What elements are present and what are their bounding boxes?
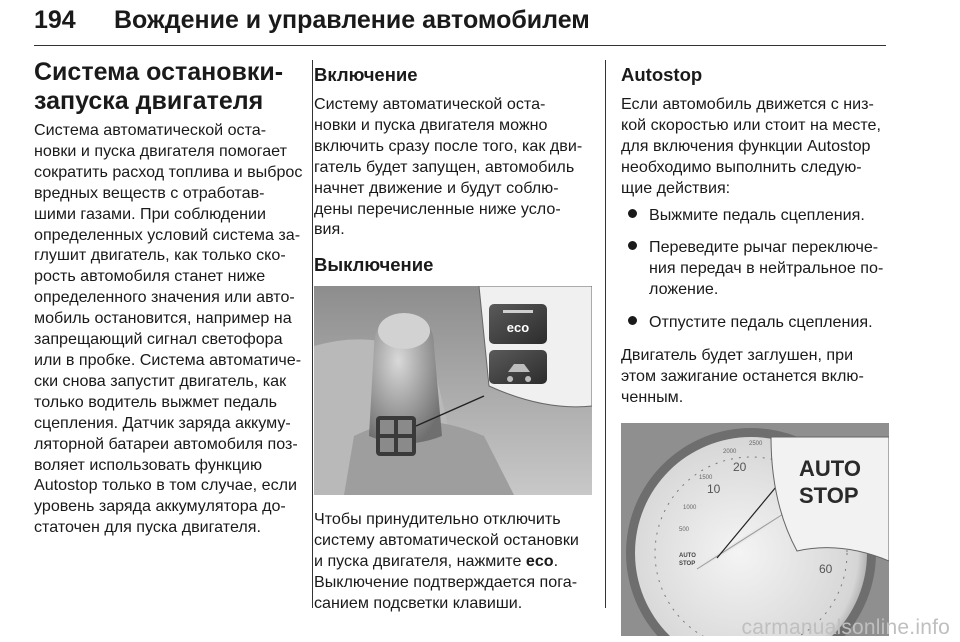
page-number: 194 [34, 6, 76, 34]
switch-small-1 [380, 420, 394, 434]
switch-small-3 [380, 438, 394, 452]
list-item: Отпустите педаль сцепления. [621, 312, 889, 333]
switch-small-2 [398, 420, 412, 434]
chapter-title: Вождение и управление автомобилем [114, 6, 590, 34]
page-header [34, 6, 886, 36]
list-item: Выжмите педаль сцепления. [621, 205, 889, 226]
eco-key-reference: eco [525, 552, 554, 571]
paragraph-autostop-outro: Двигатель будет заглушен, при этом зажигание останется вклю- ченным. [621, 346, 864, 406]
figure-autostop-gauge [621, 423, 889, 636]
subsection-title-enable: Включение [314, 64, 418, 85]
eco-key-label: eco [506, 320, 530, 336]
callout-auto-label: AUTO [799, 455, 861, 481]
figure-eco-button [314, 286, 592, 495]
callout-stop-label: STOP [799, 482, 859, 508]
column-divider-1 [312, 60, 313, 608]
column-autostop [621, 64, 889, 636]
gauge-small-auto-label: AUTO [679, 552, 696, 559]
rpm-label-500: 500 [679, 526, 690, 533]
eco-key-led [503, 310, 533, 313]
subsection-title-autostop: Autostop [621, 64, 703, 85]
speed-label-60: 60 [819, 561, 833, 576]
list-item: Переведите рычаг переключе- ния передач в нейтральное по- ложение. [621, 237, 889, 300]
watermark: carmanualsonline.info [741, 616, 950, 639]
gear-knob [378, 313, 430, 349]
rpm-label-2000: 2000 [723, 448, 737, 455]
rpm-label-1500: 1500 [699, 474, 713, 481]
subsection-title-disable: Выключение [314, 254, 434, 276]
speed-label-10: 10 [707, 481, 721, 496]
switch-small-4 [398, 438, 412, 452]
speed-label-20: 20 [733, 459, 747, 474]
column-enable-disable [314, 64, 594, 614]
bullet-icon [628, 209, 638, 219]
paragraph-autostop-intro: Если автомобиль движется с низ- кой скоростью или стоит на месте, для включения функции Autostop необходимо выполнить следую- щие действия: [621, 95, 881, 197]
bullet-icon [628, 241, 638, 251]
paragraph-disable: Чтобы принудительно отключить систему автоматической остановки и пуска двигателя, нажмите eco. Выключение подтверждается пога- санием подсветки клавиши. [314, 510, 579, 612]
paragraph-enable: Систему автоматической оста- новки и пуска двигателя можно включить сразу после того, как дви- гатель будет запущен, автомобиль начнет движение и будут соблю- дены перечисленные ниже усло- вия. [314, 95, 583, 239]
column-divider-2 [605, 60, 606, 608]
header-rule [34, 45, 886, 46]
rpm-label-2500: 2500 [749, 440, 763, 447]
column-start-stop [34, 58, 302, 538]
section-title-start-stop: Система остановки- запуска двигателя [34, 58, 284, 115]
rpm-label-1000: 1000 [683, 504, 697, 511]
autostop-steps [621, 205, 889, 334]
gauge-small-stop-label: STOP [679, 560, 696, 567]
paragraph-start-stop-intro: Система автоматической оста- новки и пуска двигателя помогает сократить расход топлива и выброс вредных веществ с отработав- шими газами. При соблюдении определенных условий система за- глушит двигатель, как только ско- рость автомобиля станет ниже определенного значения или авто- мобиль остановится, например на запрещающий сигнал светофора или в пробке. Система автоматиче- ски снова запустит двигатель, как только водитель выжмет педаль сцепления. Датчик заряда аккуму- ляторной батареи автомобиля поз- воляет использовать функцию Autostop только в том случае, если уровень заряда аккумулятора до- статочен для пуска двигателя. [34, 121, 303, 537]
bullet-icon [628, 316, 638, 326]
